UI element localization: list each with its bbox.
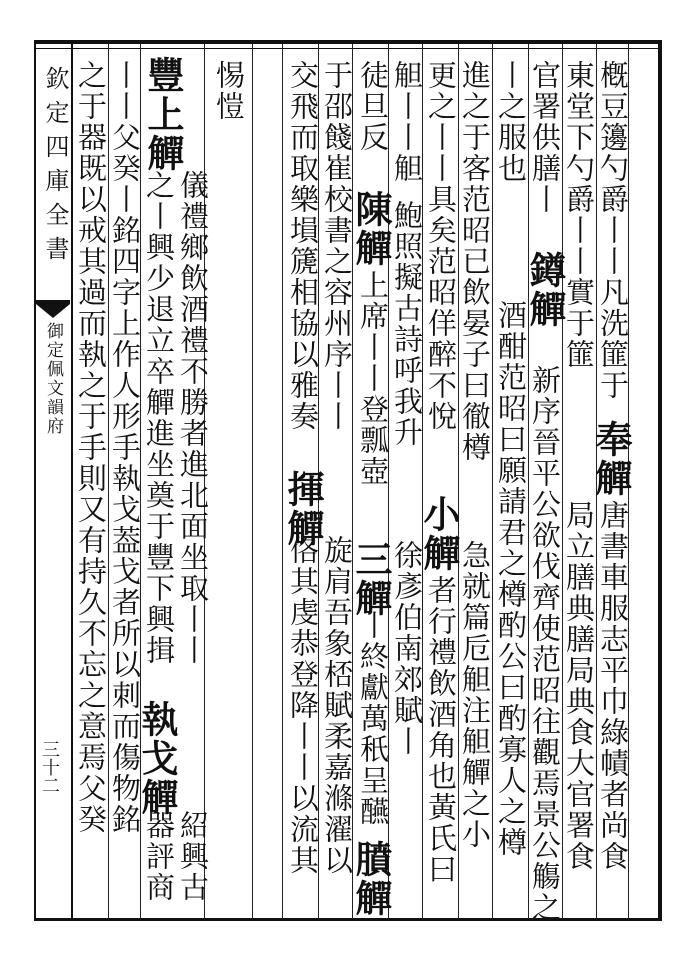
gloss-column-7c: [390, 540, 424, 757]
column-text: 徒旦反: [356, 60, 390, 153]
frame-right-rule: [658, 40, 662, 921]
column-text: 官署供膳丨: [528, 60, 562, 215]
gloss-column-12: [176, 170, 210, 666]
gloss-text: 紹興古: [176, 810, 210, 903]
headword: 鐏觶: [523, 251, 567, 329]
gloss-text: 儀禮鄉飲酒禮不勝者進北面坐取丨丨: [176, 170, 210, 666]
column-text: 東堂下勺爵丨丨實于篚: [562, 60, 596, 370]
gloss-column-7d: [356, 610, 390, 827]
text-column-1: [596, 60, 630, 401]
column-text: 之丨興少退立卒觶進坐奠于豐下興揖: [142, 170, 176, 666]
column-text: 丨之服也: [494, 60, 528, 184]
text-column-5: [458, 60, 492, 463]
gloss-text: 新序晉平公欲伐齊使范昭往觀焉景公觴之: [528, 365, 562, 923]
text-column-4: [494, 60, 528, 184]
gloss-text: 急就篇卮觛注觛觶之小: [458, 540, 492, 850]
column-rule: [252, 44, 253, 919]
headword: 豐上觶: [141, 56, 185, 173]
frame-bottom-rule: [34, 918, 661, 921]
headword-column-12: [141, 56, 185, 173]
column-text: 惕愷: [212, 60, 246, 122]
gloss-column-7b: [356, 270, 390, 487]
frame-top-inner-rule: [34, 48, 661, 49]
gloss-text: 酒酣范昭曰願請君之樽酌公曰酌寡人之樽: [494, 300, 528, 858]
frame-top-rule: [34, 40, 661, 44]
gloss-text: 器評商: [142, 810, 176, 903]
headword-column-7: [349, 190, 393, 268]
column-text: 于邵餞崔校書之容州序丨丨: [320, 60, 354, 432]
column-text: 槪豆籩勺爵丨丨凡洗篚于: [596, 60, 630, 401]
book-title: 欽定四庫全書: [41, 66, 69, 270]
gloss-column-4: [494, 300, 528, 858]
headword: 陳觶: [349, 190, 393, 268]
text-column-10: [286, 60, 320, 432]
text-column-11: [212, 60, 246, 122]
gloss-column-2: [562, 500, 596, 872]
gloss-text: 徐彥伯南郊賦丨: [390, 540, 424, 757]
headword: 膹觶: [349, 840, 393, 918]
headword: 三觶: [349, 540, 393, 618]
gloss-column-6a: [458, 540, 492, 850]
gloss-text: 佫其虔恭登降丨丨以流其: [286, 535, 320, 876]
gloss-column-13c: [142, 810, 176, 903]
headword-column-13b: [135, 700, 179, 817]
gloss-column-7a: [390, 200, 424, 448]
gloss-text: 丨終獻萬秖呈醼: [356, 610, 390, 827]
column-rule: [492, 44, 493, 919]
gloss-column-10: [286, 535, 320, 876]
text-column-7: [390, 60, 424, 184]
text-column-8: [356, 60, 390, 153]
gloss-text: 局立膳典膳局典食大官署食: [562, 500, 596, 872]
text-column-15: [74, 60, 108, 835]
gloss-column-13b: [176, 810, 210, 903]
text-column-2: [562, 60, 596, 370]
gloss-text: 上席丨丨登瓢壺: [356, 270, 390, 487]
text-column-14: [108, 60, 142, 835]
gloss-text: 旋肩吾象桮賦柔嘉滌濯以: [320, 535, 354, 876]
gloss-text: 者行禮飲酒角也黃氏曰: [424, 575, 458, 885]
headword-column-6: [417, 495, 461, 573]
headword-column-7c: [349, 540, 393, 618]
book-subtitle: 御定佩文韻府: [43, 322, 63, 436]
gloss-text: 鮑照擬古詩呼我升: [390, 200, 424, 448]
column-text: 進之于客范昭已飲晏子曰徹樽: [458, 60, 492, 463]
column-text: 觛丨丨觛: [390, 60, 424, 184]
headword-column-1: [589, 420, 633, 498]
column-text: 更之丨丨具矣范昭佯醉不悅: [424, 60, 458, 432]
column-text: 交飛而取樂塤篪相協以雅奏: [286, 60, 320, 432]
headword: 揮觶: [281, 470, 325, 548]
headword: 小觶: [417, 495, 461, 573]
folio-number: 三十二: [39, 740, 60, 794]
gloss-column-6b: [424, 575, 458, 885]
headword-column-7e: [349, 840, 393, 918]
headword: 執戈觶: [135, 700, 179, 817]
text-column-3: [523, 60, 567, 923]
gloss-text: 唐書車服志平巾綠幘者尚食: [596, 500, 630, 872]
gloss-column-9: [320, 535, 354, 876]
text-column-13: [142, 170, 176, 666]
text-column-6: [424, 60, 458, 432]
gloss-column-1: [596, 500, 630, 872]
headword: 奉觶: [589, 420, 633, 498]
text-column-9: [320, 60, 354, 432]
column-text: 之于器既以戒其過而執之于手則又有持久不忘之意焉父癸: [74, 60, 108, 835]
column-text: 丨丨父癸丨銘四字上作人形手執戈葢戈者所以刺而傷物銘: [108, 60, 142, 835]
fish-tail-mark-icon: [36, 300, 70, 318]
